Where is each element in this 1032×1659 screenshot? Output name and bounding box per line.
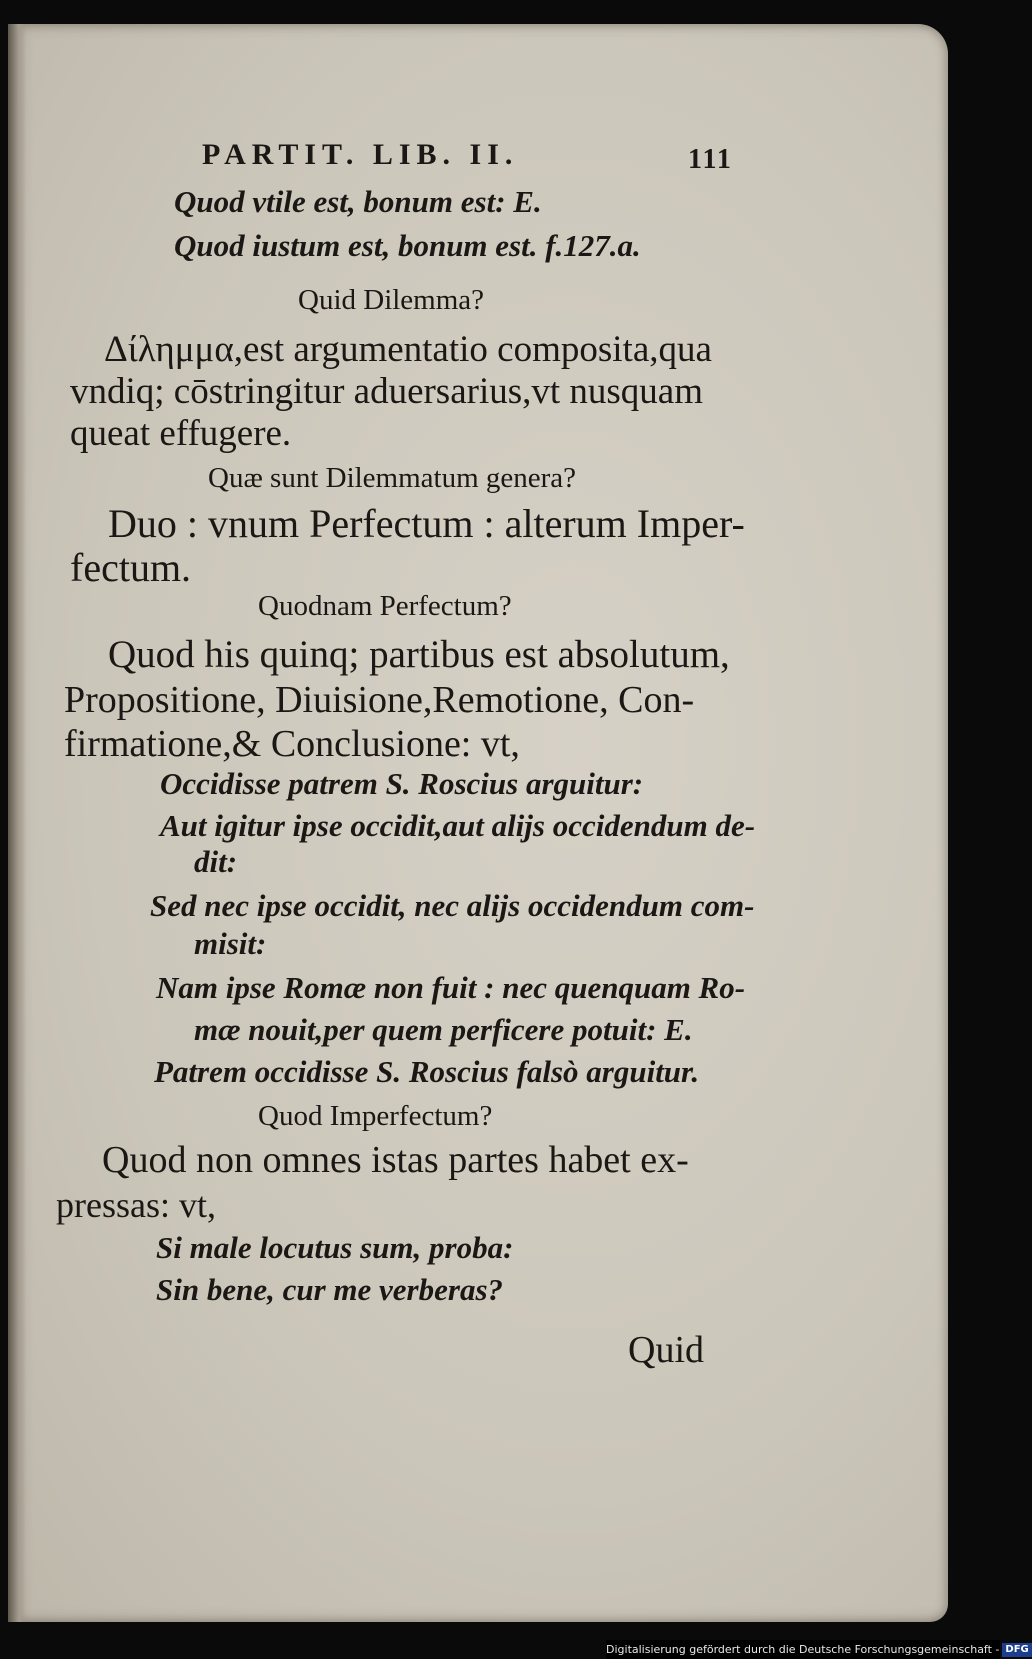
citation-line: misit: [194,926,267,961]
citation-line: Nam ipse Romæ non fuit : nec quenquam Ro- [156,970,746,1005]
citation-line: Occidisse patrem S. Roscius arguitur: [160,766,644,801]
page-number: 111 [688,144,733,175]
text-line: fectum. [70,545,192,590]
book-page [8,24,948,1622]
citation-line: Patrem occidisse S. Roscius falsò arguitur. [154,1054,700,1089]
text-line: vndiq; cōstringitur aduersarius,vt nusquam [70,371,704,412]
citation-line: dit: [194,844,238,879]
digitization-credit [606,1640,1029,1659]
dfg-logo-icon: DFG [1002,1643,1031,1657]
question-heading: Quæ sunt Dilemmatum genera? [208,462,577,494]
text-line: Quod his quinq; partibus est absolutum, [108,633,730,676]
text-line: Propositione, Diuisione,Remotione, Con- [64,679,695,721]
page-gutter-shadow [8,24,26,1622]
question-heading: Quodnam Perfectum? [258,590,512,622]
text-line: firmatione,& Conclusione: vt, [64,723,520,765]
text-line: queat effugere. [70,413,292,454]
credit-text: Digitalisierung gefördert durch die Deutsche Forschungsgemeinschaft - [606,1643,1000,1656]
text-line: Quod non omnes istas partes habet ex- [102,1139,689,1181]
citation-line: mæ nouit,per quem perficere potuit: E. [194,1012,693,1047]
text-line: Quod iustum est, bonum est. f.127.a. [174,228,641,263]
running-title: PARTIT. LIB. II. [202,138,519,171]
citation-line: Si male locutus sum, proba: [156,1230,514,1265]
text-line: Quod vtile est, bonum est: E. [174,184,542,219]
catchword: Quid [628,1329,704,1371]
text-line: Δίλημμα,est argumentatio composita,qua [104,329,712,370]
citation-line: Aut igitur ipse occidit,aut alijs occidendum de- [160,808,756,843]
text-line: pressas: vt, [56,1185,216,1225]
text-line: Duo : vnum Perfectum : alterum Imper- [108,501,745,546]
question-heading: Quod Imperfectum? [258,1100,493,1132]
citation-line: Sin bene, cur me verberas? [156,1272,504,1307]
citation-line: Sed nec ipse occidit, nec alijs occidendum com- [150,888,755,923]
question-heading: Quid Dilemma? [298,284,485,316]
